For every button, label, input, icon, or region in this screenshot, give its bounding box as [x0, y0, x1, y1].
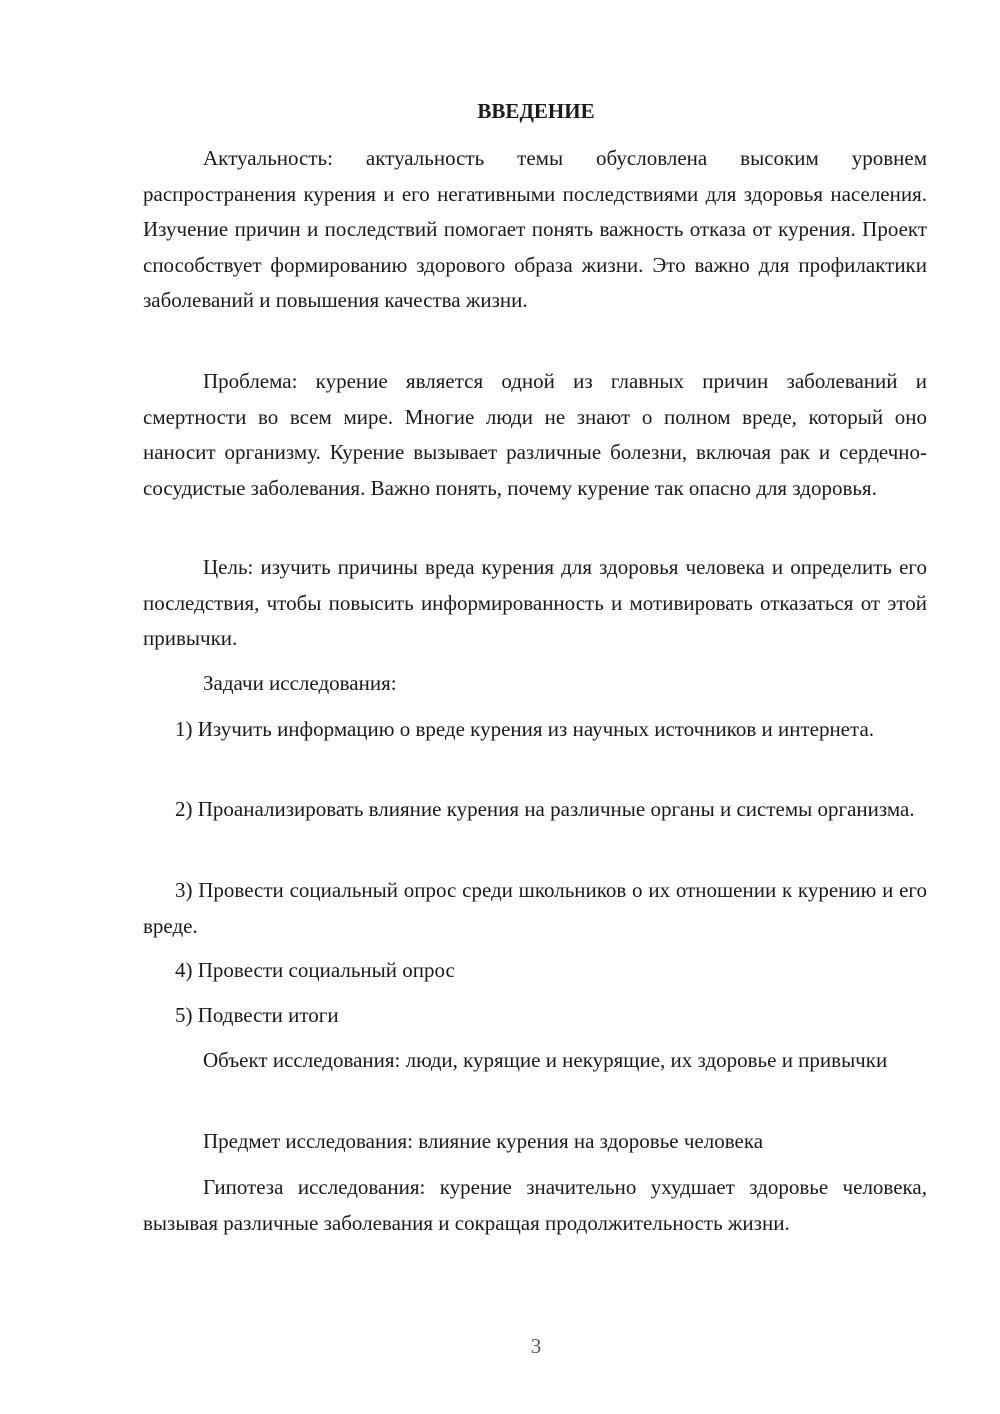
goal-paragraph: Цель: изучить причины вреда курения для здоровья человека и определить его последствия, чтобы повысить информированность и мотивировать отказаться от этой привычки. — [143, 555, 927, 650]
page-number: 3 — [530, 1334, 542, 1358]
task-item-5: 5) Подвести итоги — [175, 1003, 339, 1027]
hypothesis-paragraph: Гипотеза исследования: курение значительно ухудшает здоровье человека, вызывая различные заболевания и сокращая продолжительность жизни. — [143, 1175, 927, 1235]
task-item-3: 3) Провести социальный опрос среди школьников о их отношении к курению и его вреде. — [143, 878, 927, 938]
section-heading: ВВЕДЕНИЕ — [477, 99, 595, 123]
task-item-2: 2) Проанализировать влияние курения на различные органы и системы организма. — [175, 797, 915, 821]
task-item-4: 4) Провести социальный опрос — [175, 958, 455, 982]
problem-paragraph: Проблема: курение является одной из главных причин заболеваний и смертности во всем мире. Многие люди не знают о полном вреде, который оно наносит организму. Курение вызывает различные болезни, включая рак и сердечно-сосудистые заболевания. Важно понять, почему курение так опасно для здоровья. — [143, 369, 927, 500]
tasks-title: Задачи исследования: — [203, 671, 397, 695]
relevance-paragraph: Актуальность: актуальность темы обусловлена высоким уровнем распространения курения и его негативными последствиями для здоровья населения. Изучение причин и последствий помогает понять важность отказа от курения. Проект способствует формированию здорового образа жизни. Это важно для профилактики заболеваний и повышения качества жизни. — [143, 146, 927, 312]
subject-paragraph: Предмет исследования: влияние курения на здоровье человека — [203, 1129, 764, 1153]
object-paragraph: Объект исследования: люди, курящие и некурящие, их здоровье и привычки — [203, 1048, 888, 1072]
task-item-1: 1) Изучить информацию о вреде курения из научных источников и интернета. — [175, 717, 875, 741]
